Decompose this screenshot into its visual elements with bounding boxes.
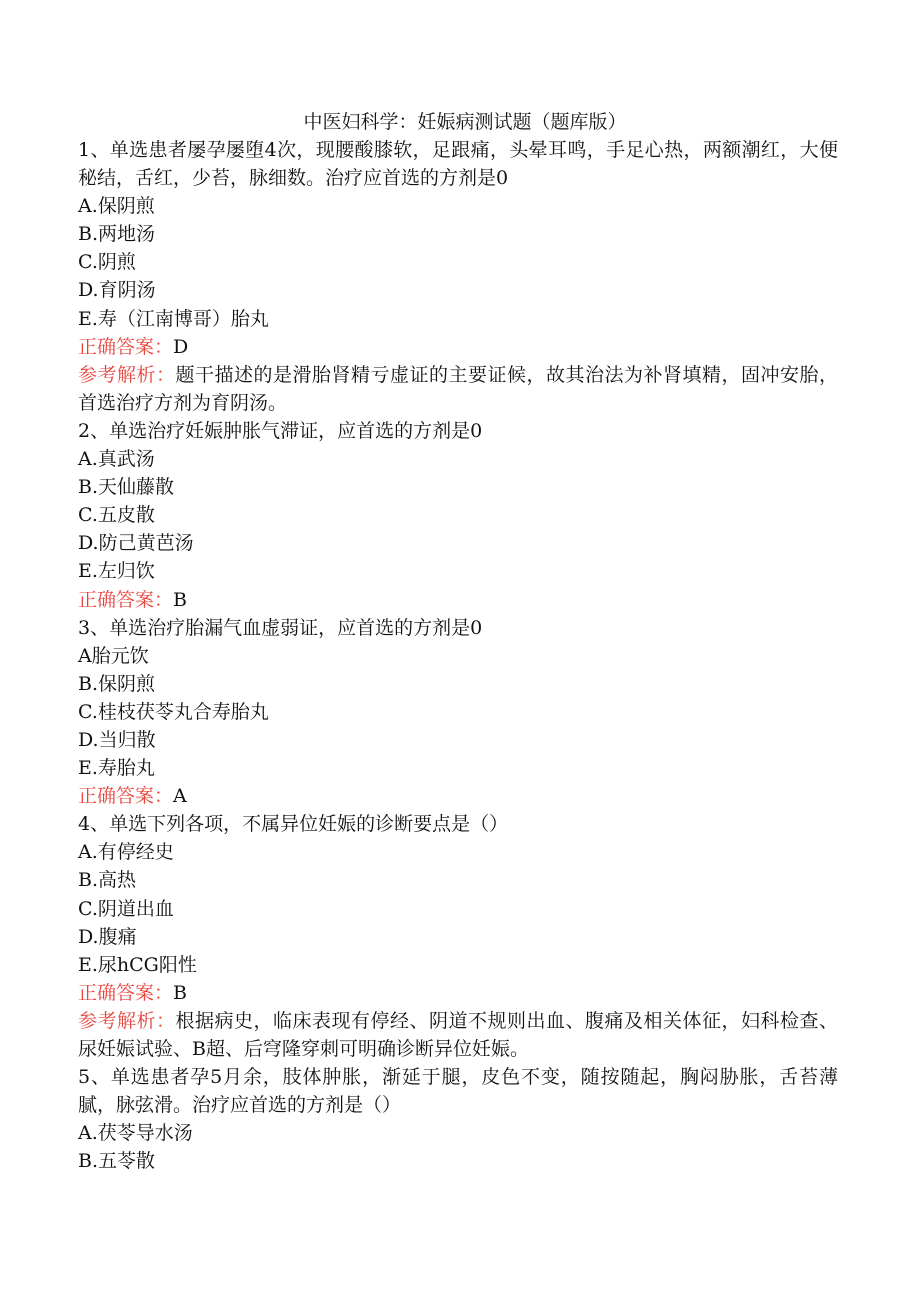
- answer-label: 正确答案：: [78, 785, 174, 808]
- question-2: [78, 417, 838, 614]
- question-4: [78, 810, 838, 1063]
- answer-value: B: [173, 588, 187, 611]
- option-e: E.寿胎丸: [78, 757, 155, 780]
- answer-label: 正确答案：: [78, 588, 174, 611]
- option-a: A.保阴煎: [78, 195, 155, 218]
- answer-label: 正确答案：: [78, 981, 174, 1004]
- document-page: [78, 108, 838, 1175]
- option-d: D.育阴汤: [78, 279, 156, 302]
- answer-value: B: [173, 981, 187, 1004]
- analysis-line: [78, 1007, 838, 1063]
- answer-line: [78, 979, 838, 1007]
- option-b: B.天仙藤散: [78, 476, 175, 499]
- option-d: D.当归散: [78, 728, 156, 751]
- question-stem: 2、单选治疗妊娠肿胀气滞证，应首选的方剂是0: [78, 419, 483, 442]
- option-a: A.真武汤: [78, 448, 155, 471]
- option-e: E.寿（江南博哥）胎丸: [78, 307, 269, 330]
- option-d: D.腹痛: [78, 925, 137, 948]
- option-e: E.尿hCG阳性: [78, 953, 197, 976]
- option-c: C.桂枝茯苓丸合寿胎丸: [78, 700, 269, 723]
- answer-line: [78, 782, 838, 810]
- option-e: E.左归饮: [78, 560, 155, 583]
- question-1: [78, 136, 838, 417]
- answer-line: [78, 333, 838, 361]
- option-b: B.高热: [78, 869, 137, 892]
- option-b: B.保阴煎: [78, 672, 156, 695]
- answer-value: A: [173, 785, 187, 808]
- question-stem: 1、单选患者屡孕屡堕4次，现腰酸膝软，足跟痛，头晕耳鸣，手足心热，两额潮红，大便秘结，舌红，少苔，脉细数。治疗应首选的方剂是0: [78, 139, 838, 190]
- option-a: A.茯苓导水汤: [78, 1122, 193, 1145]
- analysis-label: 参考解析：: [78, 363, 176, 386]
- document-title: 中医妇科学：妊娠病测试题（题库版）: [303, 111, 627, 133]
- question-stem: 3、单选治疗胎漏气血虚弱证，应首选的方剂是0: [78, 616, 483, 639]
- option-c: C.五皮散: [78, 504, 155, 527]
- question-stem: 5、单选患者孕5月余，肢体肿胀，渐延于腿，皮色不变，随按随起，胸闷胁胀，舌苔薄腻，脉弦滑。治疗应首选的方剂是（）: [78, 1066, 838, 1117]
- question-3: [78, 614, 838, 811]
- answer-value: D: [173, 335, 189, 358]
- analysis-line: [78, 361, 838, 417]
- option-b: B.两地汤: [78, 223, 156, 246]
- option-c: C.阴煎: [78, 251, 136, 274]
- answer-label: 正确答案：: [78, 335, 174, 358]
- question-stem: 4、单选下列各项，不属异位妊娠的诊断要点是（）: [78, 813, 509, 836]
- option-d: D.防己黄芭汤: [78, 532, 194, 555]
- analysis-label: 参考解析：: [78, 1009, 176, 1032]
- option-b: B.五苓散: [78, 1150, 156, 1173]
- answer-line: [78, 586, 838, 614]
- option-a: A.有停经史: [78, 841, 174, 864]
- option-c: C.阴道出血: [78, 897, 174, 920]
- analysis-text: 根据病史，临床表现有停经、阴道不规则出血、腹痛及相关体征，妇科检查、尿妊娠试验、B超、后穹隆穿刺可明确诊断异位妊娠。: [78, 1009, 838, 1060]
- analysis-text: 题干描述的是滑胎肾精亏虚证的主要证候，故其治法为补肾填精，固冲安胎，首选治疗方剂为育阴汤。: [78, 363, 838, 414]
- question-5: [78, 1063, 838, 1175]
- option-a: A胎元饮: [78, 644, 149, 667]
